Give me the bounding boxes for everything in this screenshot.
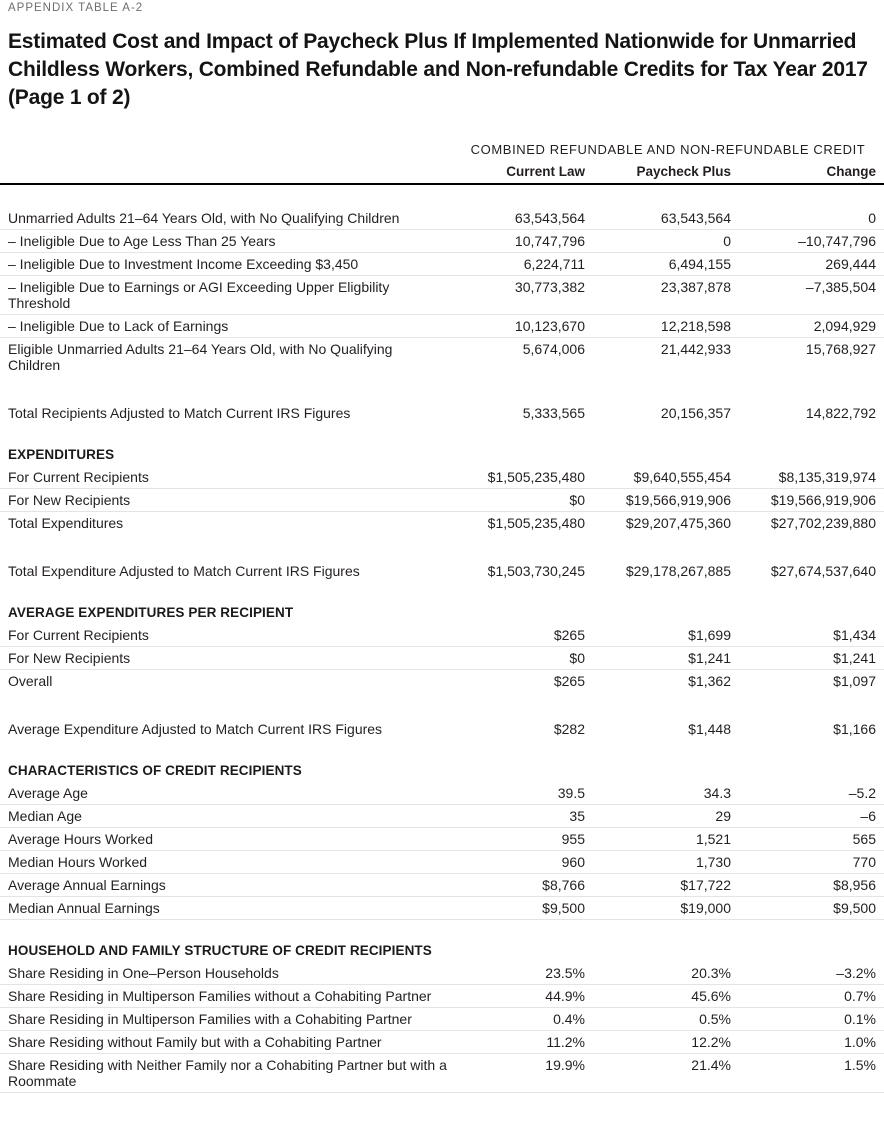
cell-change: 0	[868, 210, 876, 226]
cell-current-law: 23.5%	[545, 965, 585, 981]
summary-row	[0, 402, 884, 424]
cell-current-law: $0	[569, 492, 585, 508]
cell-current-law: 955	[561, 831, 585, 847]
cell-paycheck-plus: $17,722	[680, 877, 731, 893]
cell-change: $8,956	[833, 877, 876, 893]
cell-paycheck-plus: $29,178,267,885	[625, 563, 731, 579]
cell-paycheck-plus: $1,448	[688, 721, 731, 737]
table-row	[0, 1031, 884, 1054]
cell-paycheck-plus: 0	[723, 233, 731, 249]
cell-paycheck-plus: 1,521	[695, 831, 731, 847]
cell-current-law: 6,224,711	[523, 256, 585, 272]
table-row	[0, 512, 884, 534]
cell-current-law: $265	[553, 627, 585, 643]
table-row	[0, 489, 884, 512]
row-label: For Current Recipients	[8, 627, 149, 643]
table-row	[0, 782, 884, 805]
cell-change: $1,097	[833, 673, 876, 689]
cell-current-law: 39.5	[557, 785, 585, 801]
column-header-paycheck-plus: Paycheck Plus	[636, 164, 731, 179]
cell-change: 2,094,929	[813, 318, 876, 334]
table-row	[0, 207, 884, 230]
row-label: Median Age	[8, 808, 82, 824]
cell-change: $1,241	[833, 650, 876, 666]
table-title: Estimated Cost and Impact of Paycheck Plus If Implemented Nationwide for Unmarried Childless Workers, Combined Refundable and Non-refundable Credits for Tax Year 2017 (Page 1 of 2)	[8, 30, 868, 109]
row-label: For New Recipients	[8, 650, 131, 666]
cell-change: –10,747,796	[798, 233, 876, 249]
cell-current-law: $0	[569, 650, 585, 666]
row-label: Unmarried Adults 21–64 Years Old, with No Qualifying Children	[8, 210, 400, 226]
table-row	[0, 962, 884, 985]
table-row	[0, 624, 884, 647]
row-label: – Ineligible Due to Age Less Than 25 Years	[8, 233, 276, 249]
table-row	[0, 276, 884, 315]
table-row	[0, 230, 884, 253]
cell-current-law: 5,674,006	[522, 341, 585, 357]
table-row	[0, 1008, 884, 1031]
cell-current-law: 35	[569, 808, 585, 824]
cell-change: 0.1%	[844, 1011, 876, 1027]
row-label: – Ineligible Due to Investment Income Exceeding $3,450	[8, 256, 359, 272]
row-label: Share Residing in One–Person Households	[8, 965, 279, 981]
cell-current-law: $1,505,235,480	[487, 515, 585, 531]
cell-paycheck-plus: $19,000	[680, 900, 731, 916]
row-label: Share Residing in Multiperson Families with a Cohabiting Partner	[8, 1011, 412, 1027]
cell-paycheck-plus: 45.6%	[691, 988, 731, 1004]
column-header-current-law: Current Law	[506, 164, 585, 179]
cell-paycheck-plus: $9,640,555,454	[633, 469, 731, 485]
appendix-table-label: APPENDIX TABLE A-2	[8, 2, 144, 14]
cell-change: 1.5%	[844, 1057, 876, 1073]
cell-change: 1.0%	[844, 1034, 876, 1050]
table-header	[0, 143, 884, 185]
cell-current-law: 10,747,796	[514, 233, 585, 249]
cell-paycheck-plus: $19,566,919,906	[625, 492, 731, 508]
row-label: Total Expenditure Adjusted to Match Current IRS Figures	[8, 563, 360, 579]
cell-paycheck-plus: 12,218,598	[660, 318, 731, 334]
row-label: Share Residing in Multiperson Families without a Cohabiting Partner	[8, 988, 432, 1004]
cell-current-law: $265	[553, 673, 585, 689]
cell-current-law: 5,333,565	[522, 405, 585, 421]
summary-row	[0, 718, 884, 740]
cell-change: 269,444	[825, 256, 876, 272]
table-row	[0, 897, 884, 920]
cell-change: $19,566,919,906	[770, 492, 876, 508]
row-label: Average Expenditure Adjusted to Match Current IRS Figures	[8, 721, 383, 737]
row-label: Median Annual Earnings	[8, 900, 160, 916]
row-label: – Ineligible Due to Earnings or AGI Exceeding Upper Eligbility Threshold	[8, 279, 390, 311]
cell-current-law: $1,503,730,245	[487, 563, 585, 579]
cell-current-law: 30,773,382	[514, 279, 585, 295]
column-group-header: COMBINED REFUNDABLE AND NON-REFUNDABLE CREDIT	[470, 142, 866, 157]
cell-current-law: 960	[561, 854, 585, 870]
cell-paycheck-plus: 1,730	[695, 854, 731, 870]
cell-current-law: 10,123,670	[514, 318, 585, 334]
cell-change: 770	[852, 854, 876, 870]
cell-current-law: $8,766	[542, 877, 585, 893]
cell-change: $1,166	[833, 721, 876, 737]
table-row	[0, 805, 884, 828]
cell-paycheck-plus: $1,699	[688, 627, 731, 643]
row-label: Median Hours Worked	[8, 854, 148, 870]
cell-paycheck-plus: 21,442,933	[660, 341, 731, 357]
cell-current-law: $282	[553, 721, 585, 737]
cell-paycheck-plus: 21.4%	[691, 1057, 731, 1073]
row-label: For New Recipients	[8, 492, 131, 508]
cell-change: 0.7%	[844, 988, 876, 1004]
cell-paycheck-plus: 29	[715, 808, 731, 824]
table-body	[0, 207, 884, 1093]
row-label: Average Hours Worked	[8, 831, 153, 847]
cell-paycheck-plus: 0.5%	[699, 1011, 731, 1027]
cell-change: –6	[860, 808, 876, 824]
cell-paycheck-plus: 34.3	[703, 785, 731, 801]
cell-change: 14,822,792	[805, 405, 876, 421]
cell-paycheck-plus: 20.3%	[691, 965, 731, 981]
table-row	[0, 670, 884, 692]
row-label: – Ineligible Due to Lack of Earnings	[8, 318, 229, 334]
row-label: Share Residing with Neither Family nor a Cohabiting Partner but with a Roommate	[8, 1057, 447, 1089]
cell-current-law: 63,543,564	[514, 210, 585, 226]
row-label: Total Recipients Adjusted to Match Current IRS Figures	[8, 405, 351, 421]
cell-paycheck-plus: $29,207,475,360	[625, 515, 731, 531]
table-row	[0, 338, 884, 376]
row-label: For Current Recipients	[8, 469, 149, 485]
cell-change: $27,674,537,640	[770, 563, 876, 579]
column-header-row	[0, 157, 884, 185]
cell-change: $9,500	[833, 900, 876, 916]
cell-current-law: 11.2%	[546, 1034, 585, 1050]
cell-paycheck-plus: 6,494,155	[668, 256, 731, 272]
cell-paycheck-plus: 23,387,878	[660, 279, 731, 295]
cell-change: $1,434	[833, 627, 876, 643]
table-row	[0, 253, 884, 276]
row-label: Eligible Unmarried Adults 21–64 Years Old, with No Qualifying Children	[8, 341, 393, 373]
cell-change: $27,702,239,880	[770, 515, 876, 531]
row-label: Overall	[8, 673, 53, 689]
section-heading-average-expenditures-per-recipient: AVERAGE EXPENDITURES PER RECIPIENT	[8, 605, 294, 620]
cell-change: –3.2%	[836, 965, 876, 981]
section-heading-expenditures: EXPENDITURES	[8, 447, 115, 462]
table-row	[0, 828, 884, 851]
cell-change: $8,135,319,974	[778, 469, 876, 485]
table-row	[0, 1054, 884, 1093]
cell-change: 565	[852, 831, 876, 847]
cell-paycheck-plus: 63,543,564	[660, 210, 731, 226]
row-label: Average Age	[8, 785, 88, 801]
summary-row	[0, 560, 884, 582]
section-heading-household-and-family-structure-of-credit-recipients: HOUSEHOLD AND FAMILY STRUCTURE OF CREDIT RECIPIENTS	[8, 943, 432, 958]
column-header-spacer	[8, 164, 460, 180]
cell-paycheck-plus: $1,241	[688, 650, 731, 666]
cell-current-law: 19.9%	[545, 1057, 585, 1073]
row-label: Total Expenditures	[8, 515, 124, 531]
cell-change: –7,385,504	[805, 279, 876, 295]
row-label: Share Residing without Family but with a Cohabiting Partner	[8, 1034, 382, 1050]
cell-current-law: 44.9%	[545, 988, 585, 1004]
table-row	[0, 315, 884, 338]
table-row	[0, 466, 884, 489]
cell-change: –5.2	[848, 785, 876, 801]
cell-change: 15,768,927	[805, 341, 876, 357]
cell-paycheck-plus: $1,362	[688, 673, 731, 689]
cell-paycheck-plus: 20,156,357	[660, 405, 731, 421]
table-row	[0, 647, 884, 670]
row-label: Average Annual Earnings	[8, 877, 166, 893]
table-row	[0, 851, 884, 874]
cell-current-law: $1,505,235,480	[487, 469, 585, 485]
column-header-change: Change	[826, 164, 876, 179]
table-row	[0, 874, 884, 897]
section-heading-characteristics-of-credit-recipients: CHARACTERISTICS OF CREDIT RECIPIENTS	[8, 763, 302, 778]
cell-current-law: 0.4%	[553, 1011, 585, 1027]
table-row	[0, 985, 884, 1008]
cell-paycheck-plus: 12.2%	[691, 1034, 731, 1050]
cell-current-law: $9,500	[542, 900, 585, 916]
